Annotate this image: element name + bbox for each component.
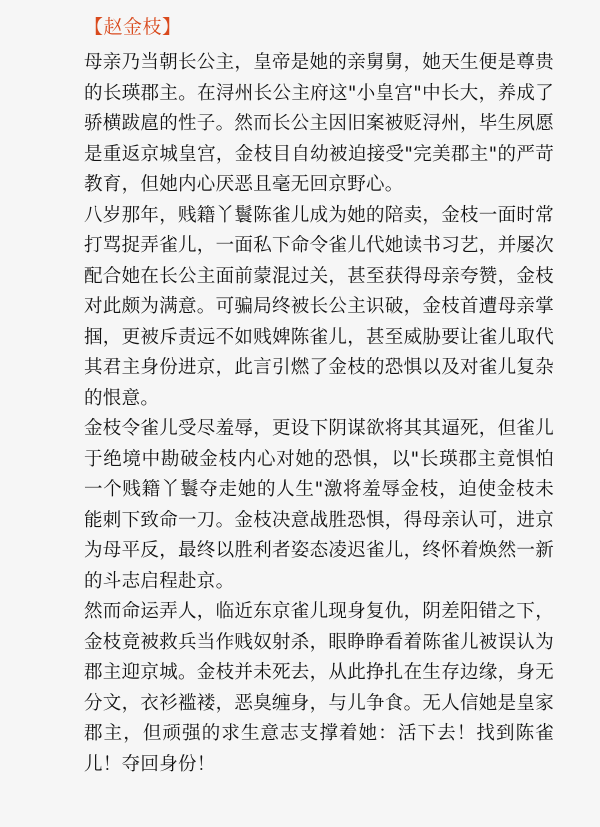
- paragraph-background: 母亲乃当朝长公主，皇帝是她的亲舅舅，她天生便是尊贵的长瑛郡主。在浔州长公主府这"小皇宫"中长大，养成了骄横跋扈的性子。然而长公主因旧案被贬浔州，毕生夙愿是重返京城皇宫，金枝目自幼被迫接受"完美郡主"的严苛教育，但她内心厌恶且毫无回京野心。: [84, 52, 555, 195]
- character-name-heading: 【赵金枝】: [84, 16, 182, 38]
- paragraph-conflict: 金枝令雀儿受尽羞辱，更设下阴谋欲将其其逼死，但雀儿于绝境中勘破金枝内心对她的恐惧，以"长瑛郡主竟惧怕一个贱籍丫鬟夺走她的人生"激将羞辱金枝，迫使金枝未能刺下致命一刀。金枝决意战胜恐惧，得母亲认可，进京为母平反，最终以胜利者姿态凌迟雀儿，终怀着焕然一新的斗志启程赴京。: [84, 418, 555, 592]
- paragraph-childhood: 八岁那年，贱籍丫鬟陈雀儿成为她的陪卖，金枝一面时常打骂捉弄雀儿，一面私下命令雀儿代她读书习艺，并屡次配合她在长公主面前蒙混过关，甚至获得母亲夸赞，金枝对此颇为满意。可骗局终被长公主识破，金枝首遭母亲掌掴，更被斥责远不如贱婢陈雀儿，甚至威胁要让雀儿取代其君主身份进京，此言引燃了金枝的恐惧以及对雀儿复杂的恨意。: [84, 204, 555, 409]
- paragraph-fate: 然而命运弄人，临近东京雀儿现身复仇，阴差阳错之下，金枝竟被救兵当作贱奴射杀，眼睁睁看着陈雀儿被误认为郡主迎京城。金枝并未死去，从此挣扎在生存边缘，身无分文，衣衫褴褛，恶臭缠身，与儿争食。无人信她是皇家郡主，但顽强的求生意志支撑着她：活下去！找到陈雀儿！夺回身份！: [84, 601, 555, 775]
- bottom-fade: [0, 809, 600, 827]
